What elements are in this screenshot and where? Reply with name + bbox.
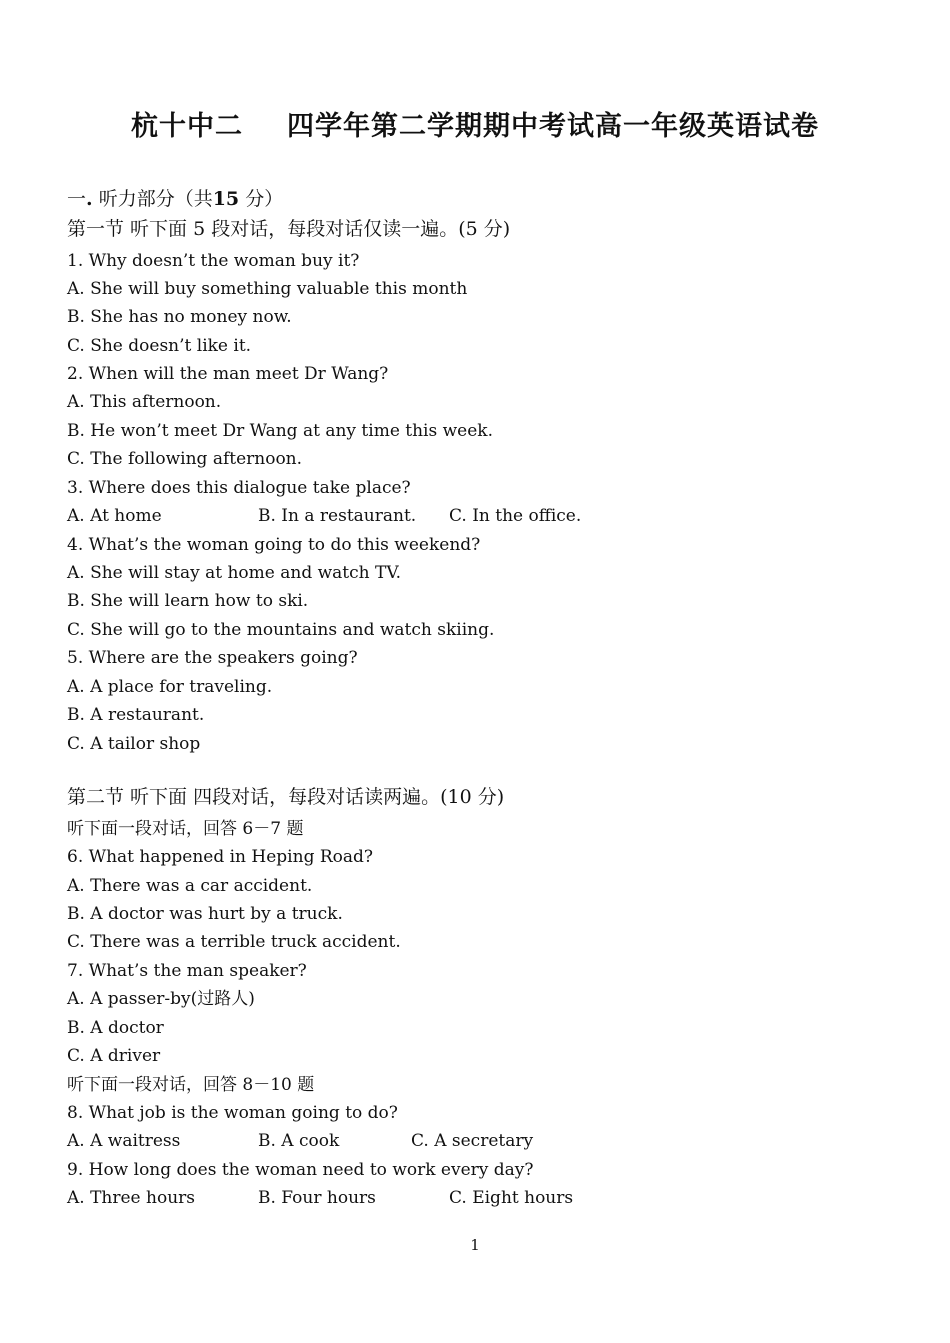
- q5-option-b: B. A restaurant.: [67, 705, 205, 725]
- q1-option-c: C. She doesn’t like it.: [67, 336, 252, 356]
- q7-option-c: C. A driver: [67, 1046, 161, 1066]
- q3-option-c: C. In the office.: [449, 506, 582, 526]
- q4-option-a: A. She will stay at home and watch TV.: [67, 563, 402, 583]
- q6-option-a: A. There was a car accident.: [67, 876, 313, 896]
- q6-option-b: B. A doctor was hurt by a truck.: [67, 904, 343, 924]
- q4-option-b: B. She will learn how to ski.: [67, 591, 309, 611]
- q9-option-a: A. Three hours: [67, 1188, 196, 1208]
- q8-option-c: C. A secretary: [411, 1131, 534, 1151]
- title-school: 杭十中二: [131, 111, 243, 142]
- q5-option-a: A. A place for traveling.: [67, 677, 273, 697]
- q3-option-a: A. At home: [67, 506, 162, 526]
- part2-heading: 第二节 听下面 四段对话，每段对话读两遍。(10 分): [67, 786, 505, 808]
- q3-option-b: B. In a restaurant.: [258, 506, 417, 526]
- q2-option-c: C. The following afternoon.: [67, 449, 303, 469]
- question-6: 6. What happened in Heping Road?: [67, 847, 374, 867]
- q7-option-a: A. A passer-by(过路人): [67, 989, 255, 1009]
- question-5: 5. Where are the speakers going?: [67, 648, 358, 668]
- group-note-8-10: 听下面一段对话，回答 8－10 题: [67, 1075, 315, 1095]
- group-note-6-7: 听下面一段对话，回答 6－7 题: [67, 819, 304, 839]
- q5-option-c: C. A tailor shop: [67, 734, 201, 754]
- q2-option-a: A. This afternoon.: [67, 392, 222, 412]
- question-7: 7. What’s the man speaker?: [67, 961, 307, 981]
- page-number: 1: [470, 1236, 480, 1254]
- question-9: 9. How long does the woman need to work every day?: [67, 1160, 534, 1180]
- q7-option-b: B. A doctor: [67, 1018, 164, 1038]
- question-2: 2. When will the man meet Dr Wang?: [67, 364, 389, 384]
- exam-title: [0, 104, 950, 143]
- q1-option-a: A. She will buy something valuable this month: [67, 279, 468, 299]
- question-4: 4. What’s the woman going to do this weekend?: [67, 535, 481, 555]
- title-exam: 四学年第二学期期中考试高一年级英语试卷: [287, 111, 819, 142]
- question-3: 3. Where does this dialogue take place?: [67, 478, 411, 498]
- q8-option-b: B. A cook: [258, 1131, 340, 1151]
- q9-option-c: C. Eight hours: [449, 1188, 574, 1208]
- q1-option-b: B. She has no money now.: [67, 307, 292, 327]
- q2-option-b: B. He won’t meet Dr Wang at any time this week.: [67, 421, 494, 441]
- q8-option-a: A. A waitress: [67, 1131, 181, 1151]
- part1-heading: 第一节 听下面 5 段对话，每段对话仅读一遍。(5 分): [67, 218, 511, 240]
- question-1: 1. Why doesn’t the woman buy it?: [67, 251, 360, 271]
- q9-option-b: B. Four hours: [258, 1188, 376, 1208]
- section-heading-listening: 一. 听力部分（共15 分）: [67, 188, 284, 210]
- q6-option-c: C. There was a terrible truck accident.: [67, 932, 401, 952]
- q4-option-c: C. She will go to the mountains and watch skiing.: [67, 620, 495, 640]
- question-8: 8. What job is the woman going to do?: [67, 1103, 398, 1123]
